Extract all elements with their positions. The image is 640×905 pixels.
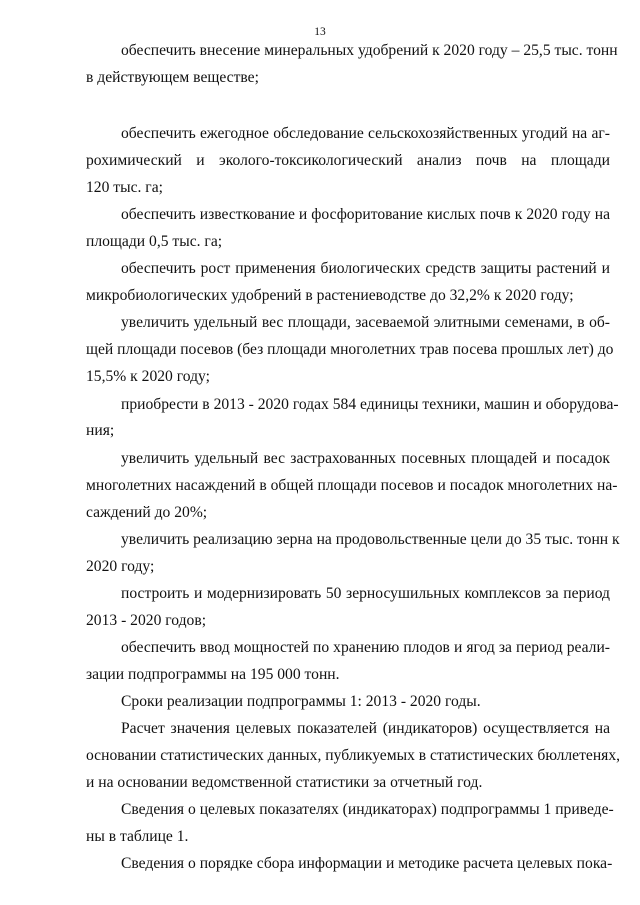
text-line: обеспечить ввод мощностей по хранению плодов и ягод за период реали- xyxy=(121,639,610,656)
text-line: Сроки реализации подпрограммы 1: 2013 - 2020 годы. xyxy=(121,693,481,710)
text-line: щей площади посевов (без площади многолетних трав посева прошлых лет) до xyxy=(86,341,614,358)
text-line: ния; xyxy=(86,422,115,439)
text-line: обеспечить известкование и фосфоритование кислых почв к 2020 году на xyxy=(121,206,610,223)
text-line: Сведения о порядке сбора информации и методике расчета целевых пока- xyxy=(121,855,613,872)
text-line: 2013 - 2020 годов; xyxy=(86,612,207,629)
text-line: увеличить реализацию зерна на продовольственные цели до 35 тыс. тонн к xyxy=(121,531,620,548)
text-line: зации подпрограммы на 195 000 тонн. xyxy=(86,666,340,683)
text-line: построить и модернизировать 50 зерносушильных комплексов за период xyxy=(121,585,610,602)
text-line: увеличить удельный вес застрахованных посевных площадей и посадок xyxy=(121,450,610,467)
text-line: обеспечить рост применения биологических средств защиты растений и xyxy=(121,260,610,277)
text-line: обеспечить ежегодное обследование сельскохозяйственных угодий на аг- xyxy=(121,125,610,142)
text-line: многолетних насаждений в общей площади посевов и посадок многолетних на- xyxy=(86,477,618,494)
text-line: 15,5% к 2020 году; xyxy=(86,368,210,385)
text-line: Расчет значения целевых показателей (индикаторов) осуществляется на xyxy=(121,720,610,737)
text-line: ны в таблице 1. xyxy=(86,828,189,845)
page-number: 13 xyxy=(314,26,326,38)
text-line: и на основании ведомственной статистики за отчетный год. xyxy=(86,774,483,791)
text-line: площади 0,5 тыс. га; xyxy=(86,233,223,250)
text-line: рохимический и эколого-токсикологический анализ почв на площади xyxy=(86,152,610,169)
text-line: 120 тыс. га; xyxy=(86,179,163,196)
text-line: основании статистических данных, публикуемых в статистических бюллетенях, xyxy=(86,747,621,764)
text-line: саждений до 20%; xyxy=(86,504,208,521)
text-line: приобрести в 2013 - 2020 годах 584 единицы техники, машин и оборудова- xyxy=(121,396,619,413)
text-line: микробиологических удобрений в растениеводстве до 32,2% к 2020 году; xyxy=(86,287,574,304)
text-line: увеличить удельный вес площади, засеваемой элитными семенами, в об- xyxy=(121,314,610,331)
text-line: обеспечить внесение минеральных удобрений к 2020 году – 25,5 тыс. тонн xyxy=(121,42,618,59)
text-line: в действующем веществе; xyxy=(86,69,259,86)
text-line: 2020 году; xyxy=(86,558,155,575)
text-line: Сведения о целевых показателях (индикаторах) подпрограммы 1 приведе- xyxy=(121,801,614,818)
